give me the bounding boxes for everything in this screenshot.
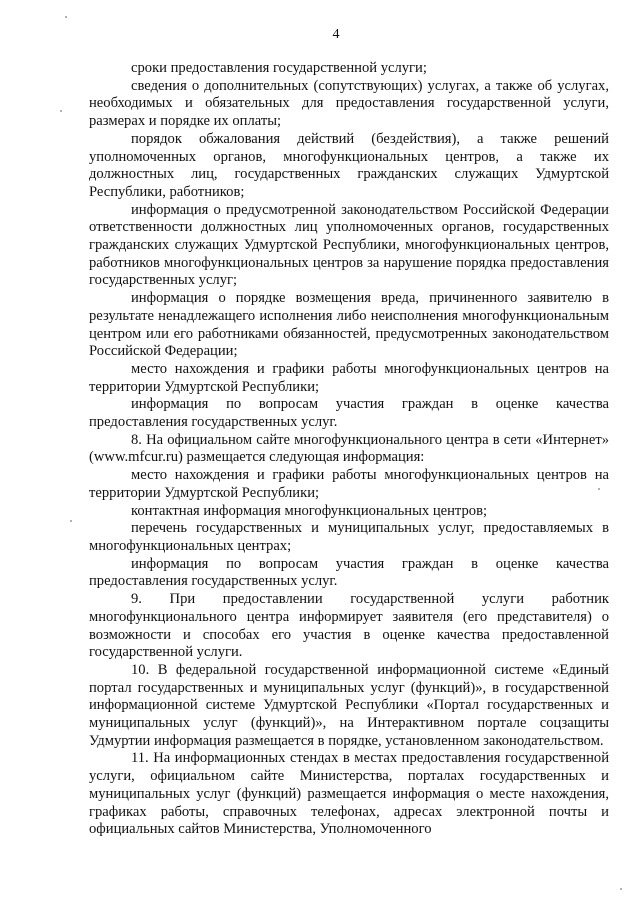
paragraph: перечень государственных и муниципальных услуг, предоставляемых в многофункциональных центрах;: [89, 520, 609, 554]
paragraph: информация о порядке возмещения вреда, причиненного заявителю в результате ненадлежащего исполнения либо неисполнения многофункциональным центром или его работниками обязанностей, предусмотренных законодательством Российской Федерации;: [89, 290, 609, 360]
paragraph: место нахождения и графики работы многофункциональных центров на территории Удмуртской Республики;: [89, 467, 609, 501]
paragraph: 8. На официальном сайте многофункционального центра в сети «Интернет» (www.mfcur.ru) размещается следующая информация:: [89, 431, 609, 466]
paragraph: 9. При предоставлении государственной услуги работник многофункционального центра информирует заявителя (его представителя) о возможности и способах его участия в оценке качества предоставленной государственной услуги.: [89, 591, 609, 661]
scan-speck: [60, 110, 62, 112]
scan-speck: [620, 888, 622, 890]
paragraph: информация о предусмотренной законодательством Российской Федерации ответственности должностных лиц уполномоченных органов, государственных гражданских служащих Удмуртской Республики, многофункциональных центров, работников многофункциональных центров за нарушение порядка предоставления государственных услуг;: [89, 201, 609, 289]
paragraph: 11. На информационных стендах в местах предоставления государственной услуги, официальном сайте Министерства, порталах государственных и муниципальных услуг (функций) размещается информация о месте нахождения, графиках работы, справочных телефонах, адресах электронной почты и официальных сайтов Министерства, Уполномоченного: [89, 750, 609, 838]
paragraph: информация по вопросам участия граждан в оценке качества предоставления государственных услуг.: [89, 396, 609, 431]
page-number: 4: [332, 27, 340, 42]
paragraph: порядок обжалования действий (бездействия), а также решений уполномоченных органов, многофункциональных центров, а также их должностных лиц, государственных гражданских служащих Удмуртской Республики, работников;: [89, 130, 609, 200]
scan-speck: [65, 16, 67, 18]
paragraph: 10. В федеральной государственной информационной системе «Единый портал государственных и муниципальных услуг (функций)», в государственной информационной системе Удмуртской Республики «Портал государственных и муниципальных услуг (функций)», на Интерактивном портале соцзащиты Удмуртии информация размещается в порядке, установленном законодательством.: [89, 661, 609, 749]
paragraph: место нахождения и графики работы многофункциональных центров на территории Удмуртской Республики;: [89, 360, 609, 395]
document-body: [89, 60, 609, 839]
scan-speck: [70, 520, 72, 522]
paragraph: информация по вопросам участия граждан в оценке качества предоставления государственных услуг.: [89, 555, 609, 590]
paragraph: сведения о дополнительных (сопутствующих) услугах, а также об услугах, необходимых и обязательных для предоставления государственной услуги, размерах и порядке их оплаты;: [89, 77, 609, 130]
scan-speck: [598, 488, 600, 490]
paragraph: сроки предоставления государственной услуги;: [131, 60, 427, 76]
paragraph: контактная информация многофункциональных центров;: [131, 502, 488, 519]
